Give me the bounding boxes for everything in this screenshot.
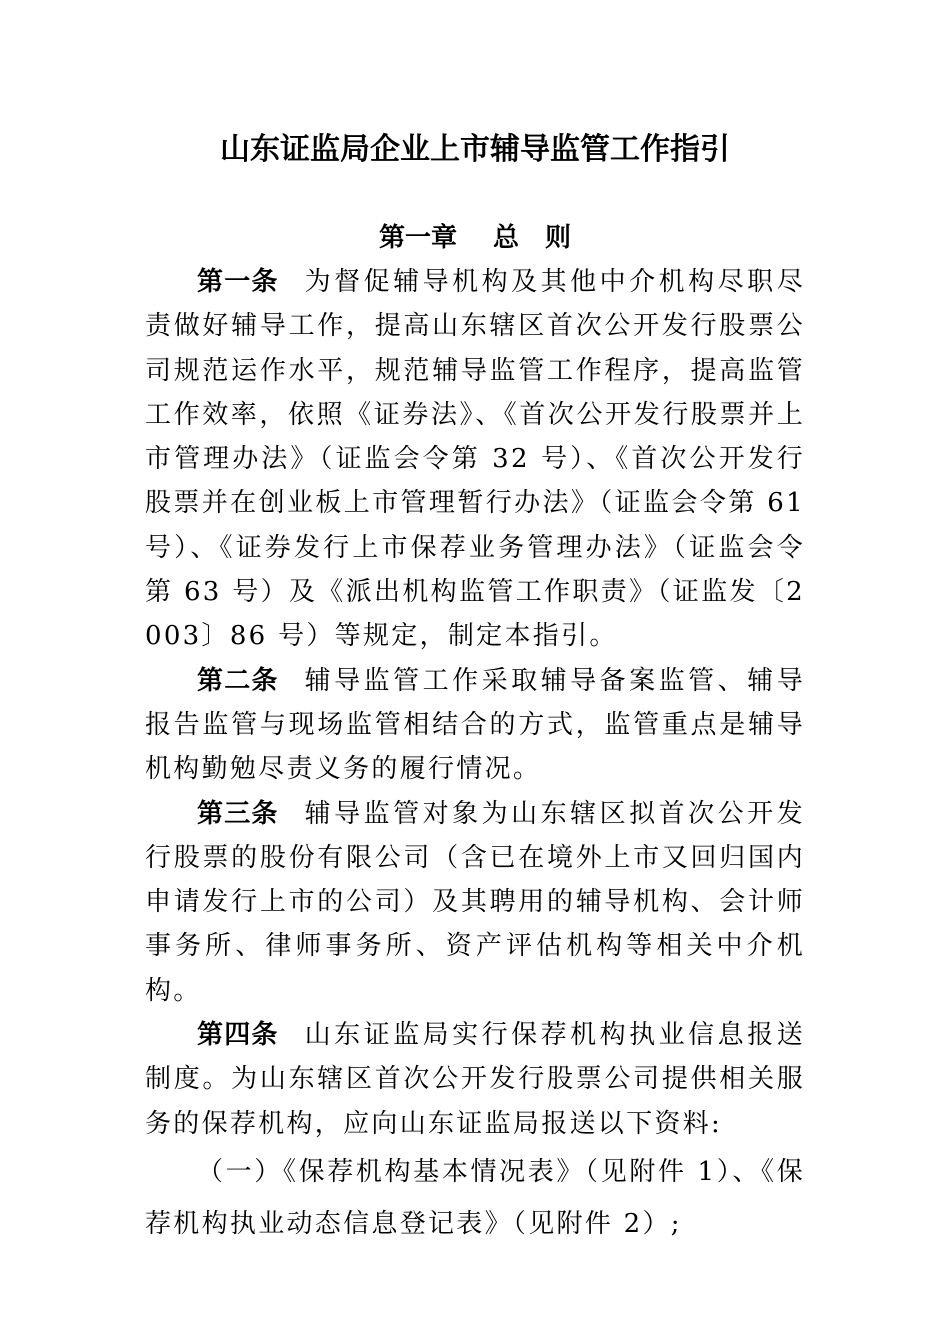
chapter-name-part2: 则	[545, 223, 572, 253]
article-label: 第二条	[197, 665, 279, 696]
article-text: 辅导监管工作采取辅导备案监管、辅导报告监管与现场监管相结合的方式，监管重点是辅导机构勤勉尽责义务的履行情况。	[145, 665, 805, 785]
article-1	[145, 260, 805, 659]
article-3	[145, 792, 805, 1013]
document-title: 山东证监局企业上市辅导监管工作指引	[220, 132, 730, 167]
article-label: 第四条	[197, 1020, 279, 1051]
article-label: 第三条	[197, 798, 279, 829]
article-4-item-1: （一）《保荐机构基本情况表》（见附件 1）、《保荐机构执业动态信息登记表》（见附件 2）;	[145, 1156, 805, 1239]
article-text: 山东证监局实行保荐机构执业信息报送制度。为山东辖区首次公开发行股票公司提供相关服务的保荐机构，应向山东证监局报送以下资料:	[145, 1020, 805, 1139]
article-4	[145, 1013, 805, 1146]
chapter-name-part1: 总	[492, 223, 519, 253]
chapter-number: 第一章	[378, 223, 457, 253]
article-label: 第一条	[197, 267, 279, 297]
chapter-heading	[0, 218, 950, 258]
article-text: 为督促辅导机构及其他中介机构尽职尽责做好辅导工作，提高山东辖区首次公开发行股票公司规范运作水平，规范辅导监管工作程序，提高监管工作效率，依照《证券法》、《首次公开发行股票并上市管理办法》（证监会令第 32 号）、《首次公开发行股票并在创业板上市管理暂行办法》（证监会令第 61 号）、《证券发行上市保荐业务管理办法》（证监会令第 63 号）及《派出机构监管工作职责》（证监发〔2003〕86 号）等规定，制定本指引。	[145, 267, 805, 652]
document-body	[145, 260, 805, 1250]
article-2	[145, 659, 805, 792]
article-text: 辅导监管对象为山东辖区拟首次公开发行股票的股份有限公司（含已在境外上市又回归国内申请发行上市的公司）及其聘用的辅导机构、会计师事务所、律师事务所、资产评估机构等相关中介机构。	[145, 798, 805, 1006]
